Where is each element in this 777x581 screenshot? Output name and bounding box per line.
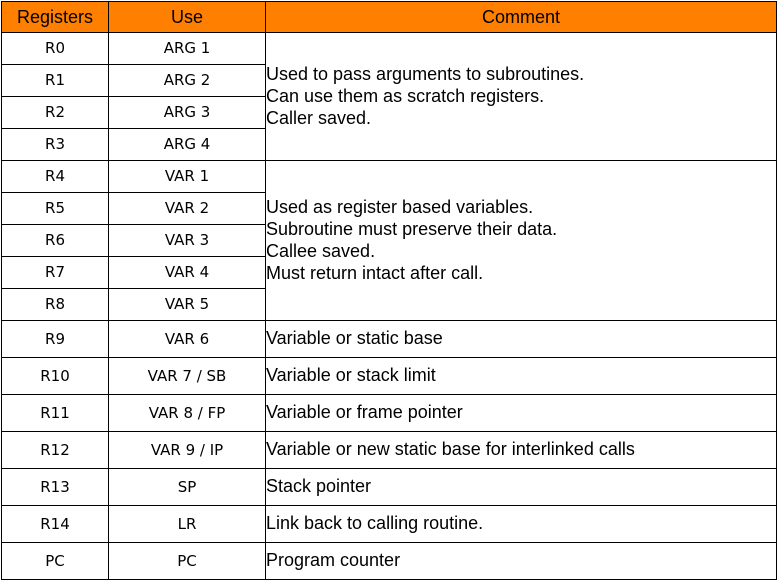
register-cell: R12 (2, 431, 109, 468)
register-cell: R0 (2, 33, 109, 65)
table-row (2, 505, 777, 542)
use-cell: VAR 4 (109, 256, 266, 288)
comment-cell: Program counter (266, 542, 777, 579)
table-row (2, 320, 777, 357)
comment-cell: Variable or frame pointer (266, 394, 777, 431)
register-cell: R13 (2, 468, 109, 505)
table-row (2, 468, 777, 505)
register-cell: R1 (2, 64, 109, 96)
use-cell: ARG 4 (109, 128, 266, 160)
use-cell: LR (109, 505, 266, 542)
comment-args-group (266, 33, 777, 161)
use-cell: VAR 5 (109, 288, 266, 320)
register-cell: R6 (2, 224, 109, 256)
register-cell: R10 (2, 357, 109, 394)
table-row (2, 394, 777, 431)
comment-line: Subroutine must preserve their data. (266, 219, 558, 240)
table-row (2, 431, 777, 468)
use-cell: PC (109, 542, 266, 579)
comment-cell: Stack pointer (266, 468, 777, 505)
comment-line: Used as register based variables. (266, 197, 534, 218)
use-cell: VAR 7 / SB (109, 357, 266, 394)
register-usage-table (1, 1, 777, 580)
comment-cell: Link back to calling routine. (266, 505, 777, 542)
table-row (2, 160, 777, 192)
register-cell: R4 (2, 160, 109, 192)
register-cell: R14 (2, 505, 109, 542)
register-cell: R5 (2, 192, 109, 224)
register-cell: PC (2, 542, 109, 579)
use-cell: VAR 8 / FP (109, 394, 266, 431)
header-comment: Comment (266, 2, 777, 33)
register-cell: R9 (2, 320, 109, 357)
use-cell: ARG 3 (109, 96, 266, 128)
comment-cell: Variable or stack limit (266, 357, 777, 394)
use-cell: VAR 9 / IP (109, 431, 266, 468)
table-row (2, 357, 777, 394)
use-cell: VAR 3 (109, 224, 266, 256)
comment-line: Caller saved. (266, 108, 372, 129)
register-cell: R2 (2, 96, 109, 128)
use-cell: VAR 6 (109, 320, 266, 357)
table-row (2, 542, 777, 579)
register-cell: R7 (2, 256, 109, 288)
register-cell: R3 (2, 128, 109, 160)
register-cell: R11 (2, 394, 109, 431)
use-cell: VAR 2 (109, 192, 266, 224)
table-row (2, 33, 777, 65)
use-cell: VAR 1 (109, 160, 266, 192)
comment-vars-group (266, 160, 777, 320)
comment-line: Must return intact after call. (266, 263, 484, 284)
use-cell: ARG 2 (109, 64, 266, 96)
comment-cell: Variable or static base (266, 320, 777, 357)
use-cell: SP (109, 468, 266, 505)
header-use: Use (109, 2, 266, 33)
register-cell: R8 (2, 288, 109, 320)
comment-line: Callee saved. (266, 241, 376, 262)
header-registers: Registers (2, 2, 109, 33)
comment-cell: Variable or new static base for interlinked calls (266, 431, 777, 468)
comment-line: Can use them as scratch registers. (266, 86, 545, 107)
comment-line: Used to pass arguments to subroutines. (266, 64, 585, 85)
use-cell: ARG 1 (109, 33, 266, 65)
header-row (2, 2, 777, 33)
